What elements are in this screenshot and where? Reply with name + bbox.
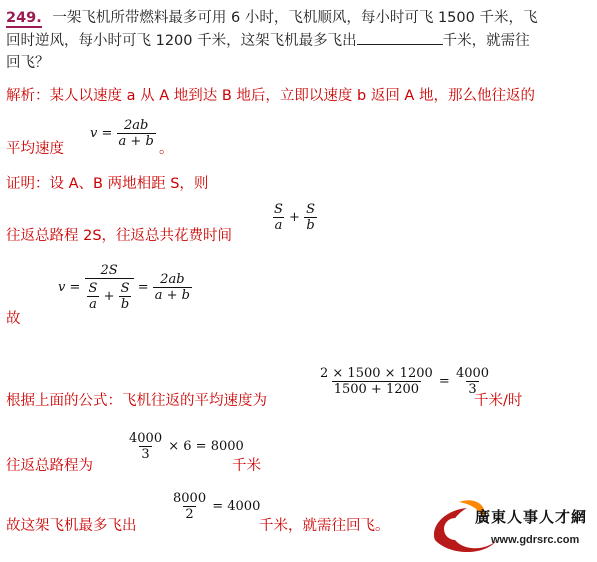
formula-avg-calc: $\frac{2 \times 1500 \times 1200}{1500 + 1200}$ = $\frac{4000}{3}$ [320, 366, 490, 397]
solution-line-3: 故这架飞机最多飞出 [6, 518, 137, 534]
total-path-line: 往返总路程 2S，往返总共花费时间 [6, 228, 233, 244]
gu-label: 故 [6, 311, 21, 327]
watermark-logo [425, 496, 597, 558]
proof-line: 证明：设 A、B 两地相距 S，则 [6, 176, 209, 192]
watermark-url: www.gdrsrc.com [491, 534, 580, 546]
formula-final: $\frac{8000}{2}$ = 4000 [173, 491, 261, 522]
problem-line-1 [6, 6, 537, 27]
solution-line-1: 根据上面的公式：飞机往返的平均速度为 [6, 393, 267, 409]
answer-blank [357, 30, 443, 45]
problem-text-1: 一架飞机所带燃料最多可用 6 小时，飞机顺风，每小时可飞 1500 千米，飞 [52, 10, 538, 26]
problem-line-2 [6, 29, 530, 50]
problem-text-2a: 回时逆风，每小时可飞 1200 千米，这架飞机最多飞出 [6, 33, 357, 49]
analysis-avg-speed-label: 平均速度 [6, 141, 64, 157]
solution-unit-1: 千米/时 [474, 393, 523, 409]
analysis-line-1: 解析：某人以速度 a 从 A 地到达 B 地后，立即以速度 b 返回 A 地，那么他往返的 [6, 88, 535, 104]
formula-total-path: $\frac{4000}{3}$ × 6 = 8000 [129, 431, 244, 462]
formula-avg-speed: v = $\frac{2ab}{a + b}$ [90, 118, 154, 149]
formula-proof: v = 2S $\frac{S}{a}$ + $\frac{S}{b}$ = $\frac{2ab}{a + b}$ [58, 263, 190, 312]
problem-number: 249. [6, 10, 42, 26]
solution-line-2: 往返总路程为 [6, 458, 93, 474]
solution-end-3: 千米，就需往回飞。 [259, 518, 390, 534]
problem-text-2b: 千米，就需往 [442, 33, 530, 49]
watermark-site-name: 廣東人事人才網 [475, 508, 588, 526]
problem-line-3: 回飞？ [6, 55, 50, 71]
solution-unit-2: 千米 [232, 458, 261, 474]
formula-total-time: $\frac{S}{a}$ + $\frac{S}{b}$ [274, 202, 315, 233]
analysis-period: 。 [159, 141, 174, 157]
